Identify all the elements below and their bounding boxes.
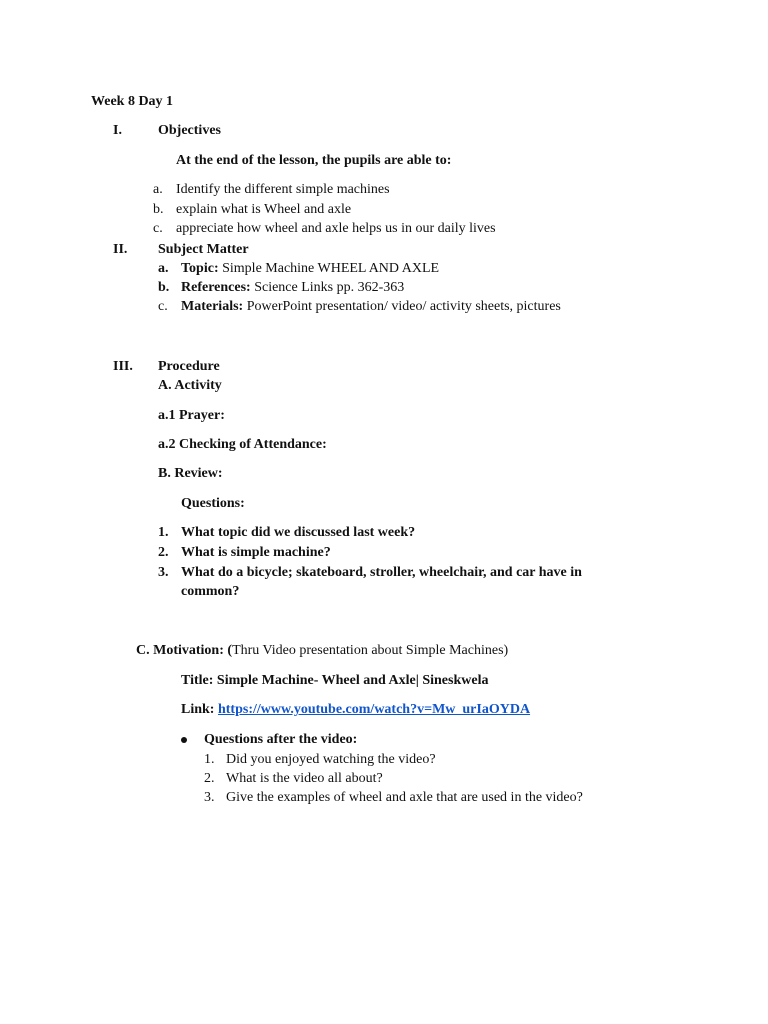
after-question-item: Give the examples of wheel and axle that are used in the video? (226, 790, 583, 805)
subject-value: PowerPoint presentation/ video/ activity sheets, pictures (246, 299, 561, 314)
after-video-title: Questions after the video: (204, 732, 358, 747)
video-link-line (181, 701, 530, 719)
video-link[interactable]: https://www.youtube.com/watch?v=Mw_urIaOYDA (217, 702, 531, 717)
attendance-heading: a.2 Checking of Attendance: (158, 437, 327, 452)
subject-marker: a. (158, 261, 169, 276)
subject-label: References: (181, 280, 251, 295)
subject-item-materials (181, 298, 561, 316)
question-item: What topic did we discussed last week? (181, 525, 416, 540)
after-question-marker: 3. (204, 790, 215, 805)
after-question-marker: 1. (204, 752, 215, 767)
question-marker: 1. (158, 525, 169, 540)
prayer-heading: a.1 Prayer: (158, 408, 225, 423)
subject-label: Topic: (181, 261, 219, 276)
objective-marker: b. (153, 202, 164, 217)
activity-heading: A. Activity (158, 378, 222, 393)
procedure-numeral: III. (113, 359, 133, 374)
after-question-marker: 2. (204, 771, 215, 786)
motivation-paren: ( (227, 643, 233, 658)
bullet-icon (181, 731, 187, 749)
objectives-intro: At the end of the lesson, the pupils are able to: (176, 153, 452, 168)
motivation-desc: Thru Video presentation about Simple Machines) (232, 643, 509, 658)
motivation-line (136, 642, 508, 660)
question-marker: 3. (158, 565, 169, 580)
procedure-title: Procedure (158, 359, 220, 374)
objective-marker: c. (153, 221, 163, 236)
objective-marker: a. (153, 182, 163, 197)
objective-item: Identify the different simple machines (176, 182, 390, 197)
review-heading: B. Review: (158, 466, 223, 481)
subject-item-topic (181, 260, 439, 278)
motivation-label: C. Motivation: (136, 643, 224, 658)
objectives-numeral: I. (113, 123, 122, 138)
subject-marker: c. (158, 299, 168, 314)
objective-item: appreciate how wheel and axle helps us in our daily lives (176, 221, 496, 236)
subject-matter-numeral: II. (113, 242, 128, 257)
subject-label: Materials: (181, 299, 244, 314)
subject-matter-title: Subject Matter (158, 242, 249, 257)
video-title: Title: Simple Machine- Wheel and Axle| Sineskwela (181, 673, 489, 688)
objectives-title: Objectives (158, 123, 221, 138)
subject-value: Science Links pp. 362-363 (254, 280, 405, 295)
after-question-item: Did you enjoyed watching the video? (226, 752, 436, 767)
question-marker: 2. (158, 545, 169, 560)
link-label: Link: (181, 702, 215, 717)
question-item: What do a bicycle; skateboard, stroller, wheelchair, and car have in (181, 565, 582, 580)
subject-item-references (181, 279, 404, 297)
question-item-continued: common? (181, 584, 240, 599)
objective-item: explain what is Wheel and axle (176, 202, 352, 217)
questions-label: Questions: (181, 496, 245, 511)
after-question-item: What is the video all about? (226, 771, 383, 786)
question-item: What is simple machine? (181, 545, 331, 560)
page-heading: Week 8 Day 1 (91, 94, 174, 109)
subject-value: Simple Machine WHEEL AND AXLE (222, 261, 440, 276)
subject-marker: b. (158, 280, 170, 295)
